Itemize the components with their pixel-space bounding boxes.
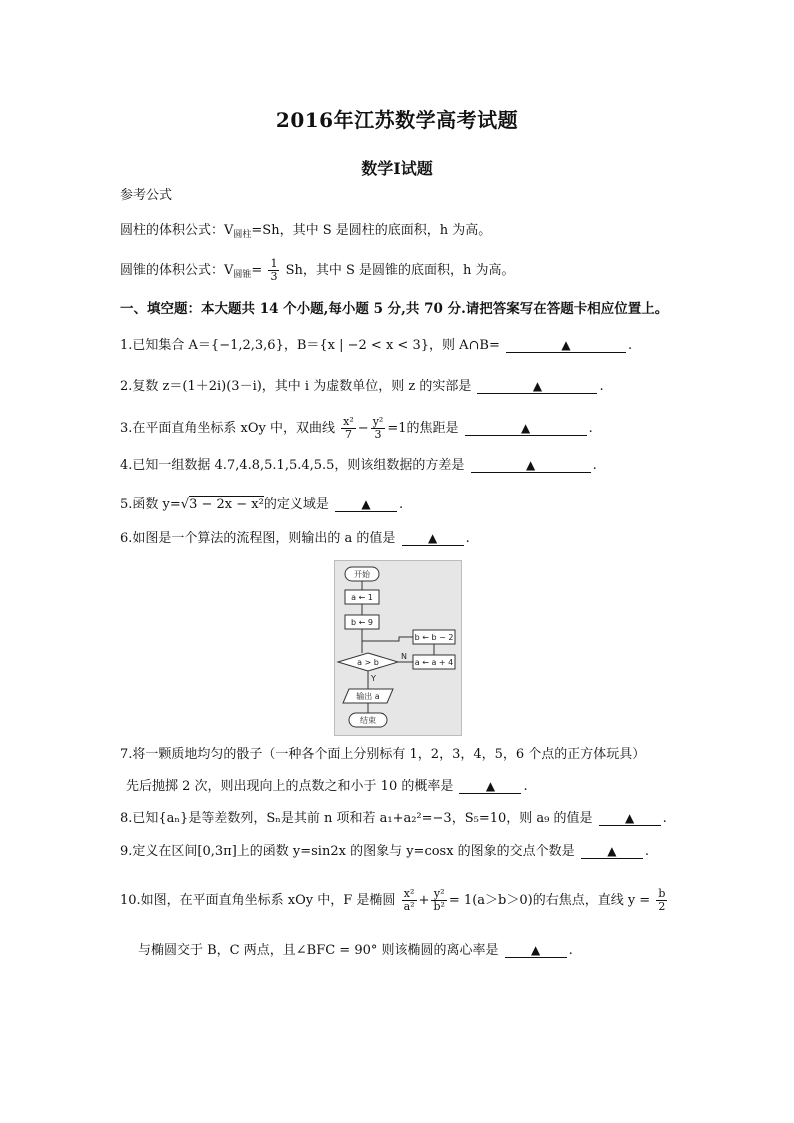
formula-cylinder-sub: 圆柱 bbox=[233, 230, 252, 240]
answer-blank-1[interactable]: ▲ bbox=[506, 338, 626, 353]
flow-yes-label: Y bbox=[371, 674, 376, 683]
answer-blank-7[interactable]: ▲ bbox=[459, 779, 521, 794]
radicand: 3 − 2x − x² bbox=[189, 497, 264, 512]
fraction-numerator: x² bbox=[343, 415, 354, 428]
page-title: 2016年江苏数学高考试题 bbox=[275, 108, 519, 132]
fraction-denominator: 2 bbox=[658, 900, 666, 913]
formula-cone bbox=[120, 258, 515, 284]
fraction-denominator: 7 bbox=[344, 428, 352, 441]
fraction-denominator: b² bbox=[433, 900, 445, 913]
answer-blank-8[interactable]: ▲ bbox=[599, 811, 661, 826]
question-4-text: 4.已知一组数据 4.7,4.8,5.1,5.4,5.5，则该组数据的方差是 bbox=[120, 458, 465, 473]
answer-blank-10[interactable]: ▲ bbox=[505, 943, 567, 958]
question-10-line-1 bbox=[120, 888, 669, 913]
formula-cylinder bbox=[120, 222, 491, 244]
answer-blank-5[interactable]: ▲ bbox=[335, 497, 397, 512]
section-heading: 一、填空题：本大题共 14 个小题,每小题 5 分,共 70 分.请把答案写在答题卡相应位置上。 bbox=[120, 301, 669, 317]
sqrt-sign: √ bbox=[180, 497, 190, 512]
question-5-end: . bbox=[398, 497, 404, 512]
question-5 bbox=[120, 496, 403, 514]
flow-condition-text: a > b bbox=[357, 658, 379, 667]
answer-blank-4[interactable]: ▲ bbox=[471, 458, 591, 473]
question-3 bbox=[120, 416, 593, 441]
flow-output-text: 输出 a bbox=[356, 692, 380, 701]
question-8 bbox=[120, 810, 667, 828]
question-7-line-2 bbox=[126, 778, 528, 796]
formula-cone-fraction bbox=[268, 258, 279, 283]
flow-loop-line bbox=[362, 637, 413, 641]
question-10-end: . bbox=[568, 943, 573, 958]
question-4-end: . bbox=[592, 458, 597, 473]
answer-blank-9[interactable]: ▲ bbox=[581, 844, 643, 859]
question-9 bbox=[120, 843, 649, 861]
plus-sign: + bbox=[418, 893, 430, 908]
question-6 bbox=[120, 530, 470, 548]
fraction-denominator: a² bbox=[403, 900, 415, 913]
question-1 bbox=[120, 337, 632, 355]
flow-b-init-text: b ← 9 bbox=[351, 618, 373, 627]
question-10-text-2: 与椭圆交于 B，C 两点，且∠BFC = 90° 则该椭圆的离心率是 bbox=[138, 943, 499, 958]
question-3-end: . bbox=[588, 421, 593, 436]
question-5-text-b: 的定义域是 bbox=[263, 497, 329, 512]
question-7-text: 先后抛掷 2 次，则出现向上的点数之和小于 10 的概率是 bbox=[126, 779, 454, 794]
fraction-numerator: b bbox=[658, 887, 666, 900]
question-6-text: 6.如图是一个算法的流程图，则输出的 a 的值是 bbox=[120, 531, 396, 546]
flow-a-update-text: a ← a + 4 bbox=[414, 658, 454, 667]
question-9-text: 9.定义在区间[0,3π]上的函数 y=sin2x 的图象与 y=cosx 的图象的交点个数是 bbox=[120, 844, 575, 859]
question-10-line-2 bbox=[138, 942, 573, 960]
flow-a-init-text: a ← 1 bbox=[351, 593, 373, 602]
page-subtitle: 数学Ⅰ试题 bbox=[361, 159, 433, 178]
question-9-end: . bbox=[644, 844, 649, 859]
formula-cone-rest: Sh，其中 S 是圆锥的底面积，h 为高。 bbox=[285, 263, 515, 278]
question-8-text: 8.已知{aₙ}是等差数列，Sₙ是其前 n 项和若 a₁+a₂²=−3，S₅=10，则 a₉ 的值是 bbox=[120, 811, 593, 826]
question-6-end: . bbox=[465, 531, 470, 546]
question-3-text-a: 3.在平面直角坐标系 xOy 中，双曲线 bbox=[120, 421, 336, 436]
question-5-text-a: 5.函数 y= bbox=[120, 497, 181, 512]
question-7-line-1: 7.将一颗质地均匀的骰子（一种各个面上分别标有 1，2，3，4，5，6 个点的正方体玩具） bbox=[120, 747, 646, 762]
fraction-numerator: 1 bbox=[270, 257, 278, 270]
minus-sign: − bbox=[357, 421, 369, 436]
answer-blank-3[interactable]: ▲ bbox=[465, 421, 587, 436]
question-7-end: . bbox=[523, 779, 528, 794]
formula-cone-sub: 圆锥 bbox=[233, 270, 252, 280]
fraction-numerator: x² bbox=[402, 888, 417, 901]
formula-cylinder-rest: =Sh，其中 S 是圆柱的底面积，h 为高。 bbox=[251, 223, 492, 238]
fraction-denominator: 3 bbox=[270, 270, 278, 283]
flowchart-figure bbox=[334, 560, 462, 736]
formula-cone-prefix: 圆锥的体积公式：V bbox=[120, 263, 234, 278]
fraction-y2-over-3 bbox=[371, 416, 386, 441]
flow-start-text: 开始 bbox=[354, 570, 370, 579]
flow-end-text: 结束 bbox=[360, 716, 376, 725]
fraction-b-over-2 bbox=[656, 888, 667, 913]
flow-b-update-text: b ← b − 2 bbox=[414, 633, 454, 642]
fraction-numerator: y² bbox=[431, 888, 446, 901]
formula-cylinder-prefix: 圆柱的体积公式：V bbox=[120, 223, 234, 238]
answer-blank-2[interactable]: ▲ bbox=[477, 379, 597, 394]
fraction-x2-over-a2 bbox=[402, 888, 417, 913]
flow-no-label: N bbox=[401, 652, 407, 661]
answer-blank-6[interactable]: ▲ bbox=[402, 531, 464, 546]
question-4 bbox=[120, 457, 597, 475]
question-2-end: . bbox=[599, 379, 604, 394]
fraction-denominator: 3 bbox=[374, 428, 382, 441]
question-10-text-b: = 1(a＞b＞0)的右焦点，直线 y = bbox=[448, 893, 651, 908]
question-1-end: . bbox=[628, 338, 633, 353]
fraction-numerator: y² bbox=[372, 415, 384, 428]
fraction-y2-over-b2 bbox=[431, 888, 446, 913]
question-2 bbox=[120, 378, 604, 396]
question-2-text: 2.复数 z＝(1＋2i)(3－i)，其中 i 为虚数单位，则 z 的实部是 bbox=[120, 379, 472, 394]
flowchart-svg bbox=[335, 561, 461, 735]
formula-cone-mid: = bbox=[251, 263, 263, 278]
question-10-text-a: 10.如图，在平面直角坐标系 xOy 中，F 是椭圆 bbox=[120, 893, 396, 908]
fraction-x2-over-7 bbox=[341, 416, 356, 441]
question-1-text: 1.已知集合 A＝{−1,2,3,6}，B＝{x | −2 < x < 3}，则 A∩B= bbox=[120, 338, 500, 353]
question-3-text-b: =1的焦距是 bbox=[387, 421, 459, 436]
formula-header: 参考公式 bbox=[120, 188, 173, 203]
question-8-end: . bbox=[662, 811, 667, 826]
